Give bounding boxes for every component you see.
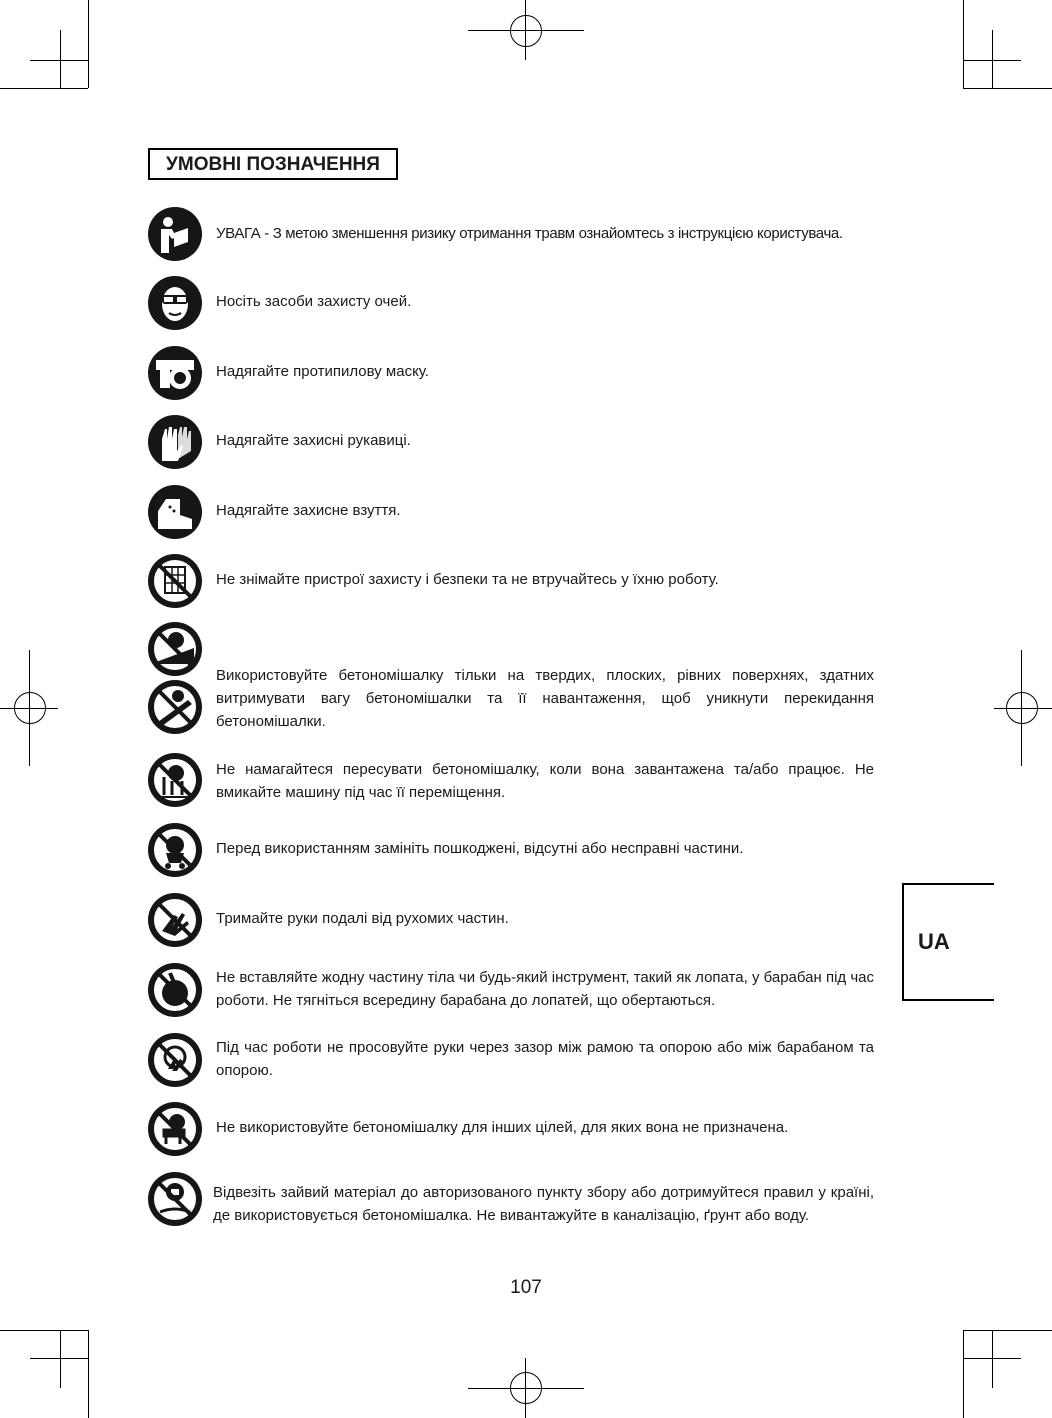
symbol-text: Надягайте протипилову маску.	[216, 363, 429, 380]
symbol-row	[148, 822, 874, 878]
no-hands-moving-parts-icon	[148, 893, 202, 947]
symbol-text: Під час роботи не просовуйте руки через зазор між рамою та опорою або між барабаном та опорою.	[216, 1039, 874, 1079]
no-misuse-icon	[148, 1102, 202, 1156]
symbol-text: Не використовуйте бетономішалку для інших цілей, для яких вона не призначена.	[216, 1119, 789, 1136]
symbol-row	[148, 892, 874, 948]
symbol-row	[148, 1171, 874, 1227]
no-hands-in-gap-icon	[148, 1033, 202, 1087]
symbol-row	[148, 622, 874, 738]
symbol-row	[148, 345, 874, 401]
section-title: УМОВНІ ПОЗНАЧЕННЯ	[148, 148, 398, 180]
symbol-row	[148, 752, 874, 808]
crop-mark	[992, 30, 993, 88]
crop-mark	[30, 1358, 88, 1359]
safety-boots-icon	[148, 485, 202, 539]
crop-mark	[88, 0, 89, 88]
no-slope-icon	[148, 680, 202, 734]
registration-mark	[1006, 692, 1038, 724]
crop-mark	[88, 1330, 89, 1418]
crop-mark	[60, 1330, 61, 1388]
crop-mark	[0, 1330, 88, 1331]
symbol-row	[148, 484, 874, 540]
eye-protection-icon	[148, 276, 202, 330]
dust-mask-icon	[148, 346, 202, 400]
language-tab	[902, 883, 994, 1001]
no-guard-removal-icon	[148, 554, 202, 608]
symbol-row	[148, 414, 874, 470]
symbol-row	[148, 1032, 874, 1088]
crop-mark	[963, 1330, 964, 1418]
symbol-text: Використовуйте бетономішалку тільки на твердих, плоских, рівних поверхнях, здатних витримувати вагу бетономішалки та її навантаження, щоб уникнути перекидання бетономішалки.	[216, 667, 874, 730]
symbol-text: Надягайте захисні рукавиці.	[216, 432, 411, 449]
symbol-row	[148, 962, 874, 1018]
crop-mark	[60, 30, 61, 88]
crop-mark	[963, 60, 1021, 61]
symbol-text: Носіть засоби захисту очей.	[216, 293, 412, 310]
symbol-text: УВАГА - З метою зменшення ризику отримання травм ознайомтесь з інструкцією користувача.	[216, 225, 843, 242]
crop-mark	[992, 1330, 993, 1388]
registration-mark	[14, 692, 46, 724]
crop-mark	[963, 1330, 1052, 1331]
no-damaged-parts-icon	[148, 823, 202, 877]
crop-mark	[30, 60, 88, 61]
symbol-text: Відвезіть зайвий матеріал до авторизованого пункту збору або дотримуйтеся правил у країні, де використовується бетономішалка. Не вивантажуйте в каналізацію, ґрунт або воду.	[213, 1184, 874, 1224]
crop-mark	[963, 88, 1052, 89]
registration-mark	[510, 1372, 542, 1404]
read-manual-icon	[148, 207, 202, 261]
no-moving-icon	[148, 753, 202, 807]
symbol-text: Перед використанням замініть пошкоджені, відсутні або несправні частини.	[216, 840, 744, 857]
gloves-icon	[148, 415, 202, 469]
symbol-row	[148, 553, 874, 609]
symbol-text: Не знімайте пристрої захисту і безпеки та не втручайтесь у їхню роботу.	[216, 571, 719, 588]
symbol-row	[148, 206, 874, 262]
no-hands-in-drum-icon	[148, 963, 202, 1017]
crop-mark	[963, 0, 964, 88]
symbol-text: Не вставляйте жодну частину тіла чи будь-який інструмент, такий як лопата, у барабан під час роботи. Не тягніться всередину барабана до лопатей, що обертаються.	[216, 969, 874, 1009]
symbol-text: Тримайте руки подалі від рухомих частин.	[216, 910, 509, 927]
symbol-row	[148, 1101, 874, 1157]
no-slope-icon	[148, 622, 202, 676]
page-number: 107	[510, 1277, 542, 1298]
crop-mark	[0, 88, 88, 89]
language-tab-label: UA	[918, 929, 950, 954]
no-dumping-icon	[148, 1172, 202, 1226]
symbol-text: Не намагайтеся пересувати бетономішалку, коли вона завантажена та/або працює. Не вмикайте машину під час її переміщення.	[216, 761, 874, 801]
symbol-text: Надягайте захисне взуття.	[216, 502, 401, 519]
symbol-row	[148, 275, 874, 331]
crop-mark	[963, 1358, 1021, 1359]
registration-mark	[510, 15, 542, 47]
